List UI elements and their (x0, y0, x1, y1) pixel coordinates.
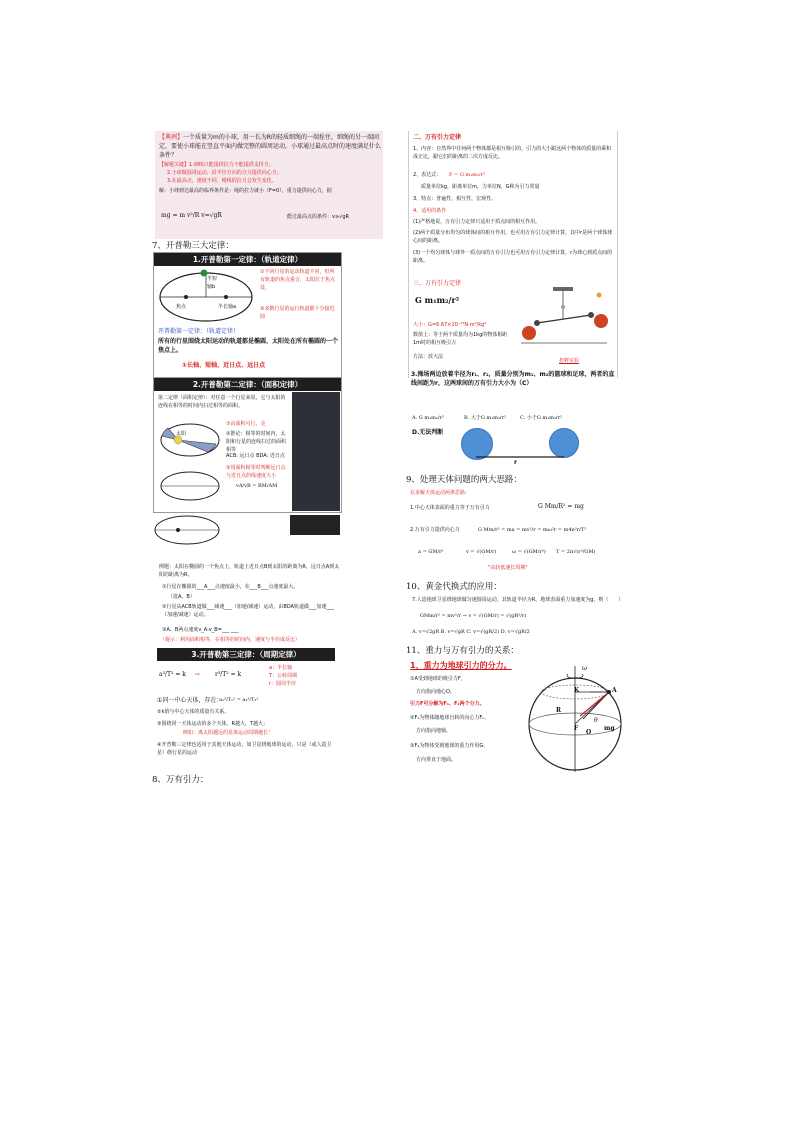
section-10-options: A. v=√2gR B. v=√gR C. v=√(gR/2) D. v=√gR/2 (412, 629, 530, 635)
gravitation-conditions: 4、适用的条件 (413, 208, 447, 214)
kepler-third-law-panel (153, 648, 340, 776)
kepler1-law-text: 所有的行星围绕太阳运动的轨道都是椭圆，太阳处在所有椭圆的一个焦点上。 (158, 338, 339, 354)
section-9-idea-2-formula: G Mm/r² = ma = mv²/r = mω²r = m4π²r/T² (478, 527, 587, 533)
section-11-point3: ②F₁为物体随地球自转的向心力Fₙ， (410, 715, 490, 721)
gravitation-condition-3: (3)一个均匀球体与球外一质点间的万有引力也可用万有引力定律计算，r为球心到质点间的距离。 (413, 250, 613, 264)
ellipse-small-diagram (158, 464, 222, 508)
ellipse-large-diagram (152, 512, 222, 548)
section-11-title: 11、重力与万有引力的关系： (406, 646, 519, 656)
gravitation-title: 二、万有引力定律 (413, 134, 462, 141)
torsion-balance-diagram (513, 285, 613, 351)
section-9-idea-2: 2.万有引力提供向心力 (410, 527, 460, 533)
example-tag: 【典例】 (159, 134, 184, 141)
kepler3-legend-T: T：公转周期 (269, 673, 298, 679)
analysis-tag: 【解题关键】 (159, 162, 190, 168)
analysis-line2: 2.小球做圆周运动，沿半径方向的合力提供向心力； (167, 170, 282, 176)
kepler2-text: 第二定律（面积定律）：对任意一个行星来说，它与太阳的连线在相等的时间内扫过相等的面积。 (158, 395, 286, 409)
section-9-title: 9、处理天体问题的两大思路： (406, 475, 522, 485)
kepler1-point3: ③多数行星的运行轨道都十分接近圆 (260, 306, 335, 320)
globe-K-label: K (574, 687, 580, 694)
gravitation-big-formula: G m₁m₂/r² (415, 295, 460, 305)
kepler2-note2: ②推论：相等的时间内，太阳和行星的连线扫过的面积相等 (226, 431, 287, 453)
gravitation-constant: 大小：G=6.67×10⁻¹¹N·m²/kg² (413, 322, 487, 328)
kepler-example-a1b: （选A、B） (168, 594, 195, 600)
kepler3-formula-a: a³/T² = k (159, 671, 186, 678)
solution-text: 解：小球到达最高的临界条件是：绳的拉力就小（F=0），重力提供向心力，据 (159, 188, 332, 194)
section-10-title: 10、黄金代换式的应用： (406, 582, 502, 592)
section-9-omega: ω = √(GM/r³) (512, 549, 546, 555)
globe-R-label: R (556, 707, 561, 714)
gravitation-expression-label: 2、表达式： (413, 172, 442, 178)
question-3-option-a: A. G m₁m₂/r² (412, 415, 444, 421)
kepler1-point1: ①不同行星的运动轨道不同，但所有轨道的焦点重合，太阳位于焦点处。 (260, 269, 336, 291)
kepler1-items: ①长轴、短轴、近日点、远日点 (182, 362, 266, 369)
kepler1-minor-label: 半短轴b (207, 276, 218, 290)
distance-label: r (514, 459, 517, 466)
section-11-point4: ③F₂为物体受到地球的重力作用G， (410, 743, 489, 749)
section-10-question: 7.人造地球卫星绕地球做匀速圆周运动，其轨道半径为R，地球表面重力加速度为g，则（ ） (412, 597, 624, 603)
analysis-line1: 1.细线只能提供拉力不能提供支持力； (189, 162, 274, 168)
kepler1-major-label: 半长轴a (218, 304, 237, 310)
question-3-option-d: D.无法判断 (412, 429, 444, 436)
kepler2-bar: 2.开普勒第二定律：（面积定律） (154, 378, 341, 391)
torsion-experiment-label: 扭秤实验 (559, 358, 580, 364)
kepler3-point3: ④开普勒三定律也适用于其他天体运动，如卫星绕地球的运动，只是（或人造卫星）绕行星的运动 (157, 742, 332, 756)
section-9-v: v = √(GM/r) (466, 549, 497, 555)
kepler3-formula-r: r³/T² = k (215, 671, 242, 678)
kepler1-bar: 1.开普勒第一定律：（轨道定律） (154, 253, 341, 266)
kepler3-point0-formula: a₁³/T₁² = a₂³/T₂² (219, 697, 259, 703)
globe-omega-label: ω (582, 665, 587, 672)
gravitation-constant-meaning: 数值上：等于两个质量均为1kg的物体相距1m时的相互吸引力 (413, 332, 508, 346)
kepler-example-question: 例题：太阳在椭圆的一个焦点上，轨道上近日点B到太阳的距离为R，远日点A到太阳的距离为R。 (159, 564, 340, 578)
solution-conclusion: 能过最高点的条件：v≥√gR (287, 214, 349, 220)
gravitation-condition-2: (2)两个质量分布均匀的球体间的相互作用，也可用万有引力定律计算，其中r是两个球体球心间的距离。 (413, 230, 613, 244)
gravitation-expression: F = G m₁m₂/r² (449, 172, 485, 178)
gravitation-method: 方法：放大法 (413, 354, 444, 360)
gravitation-subtitle: 三、万有引力定律 (413, 280, 462, 287)
gravitation-units: 质量单位kg，距离单位m，力单位N。G称为引力常量 (421, 184, 540, 190)
kepler3-bar: 3.开普勒第三定律：（周期定律） (157, 648, 335, 661)
globe-O-label: O (586, 729, 592, 736)
kepler-first-law-panel (153, 252, 342, 378)
kepler-example-a3: ③A、B两点速度v_A:v_B=___ ___ (162, 627, 239, 633)
section-11-point1: ①A受到地球的吸引力F， (410, 676, 466, 682)
kepler-example-a2: ②行星从ACB轨道做___减速___（加速/减速）运动，由BDA轨道做___加速___（加速/减速）运动。 (162, 604, 335, 618)
kepler3-legend-a: a：半长轴 (269, 665, 293, 671)
gravitation-features: 3、特点：普遍性，相互性，宏观性。 (413, 196, 497, 202)
globe-F-label: F (574, 725, 579, 732)
kepler2-note4: ③用面积相等时判断远日点与近日点的线速度大小 (226, 465, 286, 479)
globe-mg-label: mg (604, 725, 615, 732)
kepler-second-law-panel (153, 377, 342, 513)
example-text: 一个质量为m的小球，用一长为R的轻质细绳的一端拴住，细绳的另一端固定，要使小球能在竖直平面内做完整的圆周运动，小球通过最高点时的速度满足什么条件？ (159, 134, 382, 159)
section-8-title: 8、万有引力： (152, 775, 209, 785)
question-3-text: 3.操场两边放着半径为r₁、r₂，质量分别为m₁、m₂的篮球和足球，两者的直线间距为r，这两球间的万有引力大小为（C） (411, 371, 615, 387)
kepler1-focus-label: 焦点 (176, 304, 187, 310)
ellipse-orbit-diagram (156, 267, 256, 325)
solution-formula: mg = m v²/R v=√gR (161, 212, 222, 219)
kepler3-point0: ①同一中心天体，存在： (157, 697, 223, 704)
section-10-formula: GMm/r² = mv²/r → v = √(GM/r) = √(gR²/r) (420, 613, 527, 619)
section-7-title: 7、开普勒三大定律： (152, 241, 234, 251)
kepler2-note1: ①由面积可行，走 (226, 421, 266, 427)
kepler3-point2b: 例如：离太阳越远的星体运动周期越长！ (183, 730, 274, 736)
section-9-T: T = 2π√(r³/GM) (556, 549, 596, 555)
arrow-icon: ⇨ (195, 671, 201, 678)
kepler-example-a1: ①行星在椭圆的___A___点速度最小，在___B___点速度最大。 (162, 584, 299, 590)
section-11-point4b: 方向垂直于地面。 (416, 757, 457, 763)
section-11-subtitle: 1、重力为地球引力的分力。 (410, 661, 512, 670)
kepler2-note3: ACB: 远日点 BDA: 近日点 (226, 453, 285, 459)
gravitation-condition-1: (1)严格地说，万有引力定律只适用于质点间的相互作用。 (413, 219, 541, 225)
section-9-subtitle: 在求解天体运动两条思路： (410, 490, 471, 496)
gravitation-content: 1、内容：自然界中任何两个物体都是相互吸引的，引力的大小跟这两个物体的质量的乘积成正比，跟它们的距离的二次方成反比。 (413, 146, 612, 160)
section-9-note: "高轨低速长周期" (488, 565, 528, 571)
section-11-point1b: 方向指向地心O。 (416, 689, 455, 695)
kepler3-legend-r: r：圆周半径 (269, 681, 297, 687)
question-3-option-c: C. 小于G m₁m₂/r² (520, 415, 562, 421)
section-9-idea-1-formula: G Mm/R² = mg (538, 503, 584, 510)
earth-gravity-diagram (520, 662, 630, 774)
section-11-point2: 引力F可分解为F₁、F₂两个分力。 (410, 701, 485, 707)
distance-arrow (476, 452, 564, 462)
globe-A-label: A (612, 687, 617, 694)
example-box (155, 131, 383, 239)
analysis-line3: 3.在最高点，速度不同，绳线的拉力会发生变化。 (167, 178, 277, 184)
sun-label: 太阳 (176, 431, 187, 437)
section-9-idea-1: 1.中心天体表面的重力等于万有引力 (410, 505, 490, 511)
section-11-point3b: 方向指向地轴。 (416, 728, 452, 734)
kepler3-point1: ②k值与中心天体的质量有关系。 (157, 709, 230, 715)
gravitation-law-box (408, 131, 618, 378)
kepler3-point2: ③围绕同一天体运动的多个天体，R越大，T越大； (157, 721, 269, 727)
section-9-a: a = GM/r² (418, 549, 444, 555)
dark-sidebar (292, 392, 340, 511)
kepler1-law-title: 开普勒第一定律：（轨道定律） (158, 328, 240, 335)
area-law-diagram (158, 416, 222, 464)
dark-sidebar-bottom (290, 515, 340, 535)
kepler-example-hint: （提示：利用面积相等，在相等的时间内，速度与半径成反比） (160, 637, 301, 643)
globe-theta-label: θ (594, 717, 598, 724)
kepler2-ratio: vA/vB = BM/AM (236, 483, 278, 489)
question-3-option-b: B. 大于G m₁m₂/r² (464, 415, 507, 421)
